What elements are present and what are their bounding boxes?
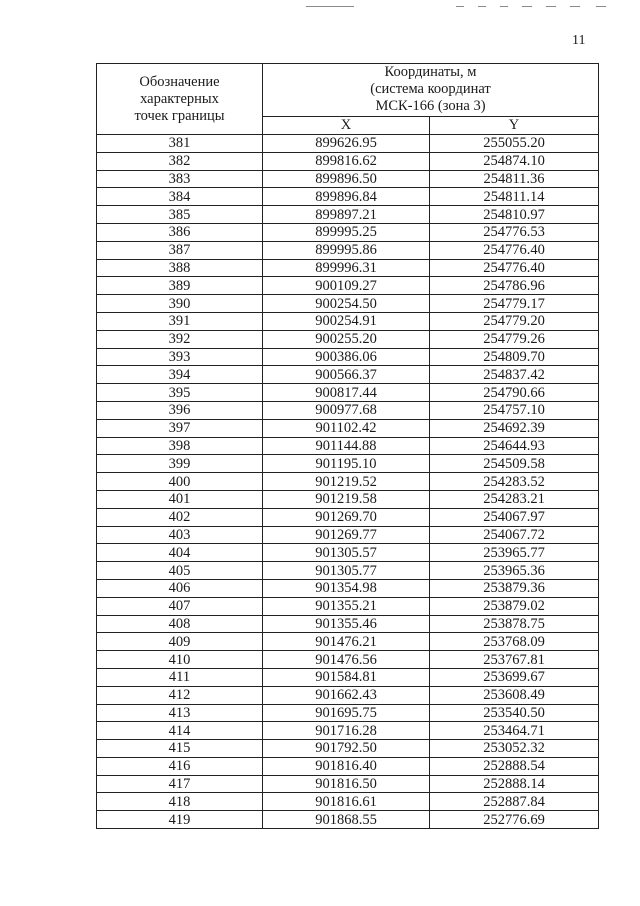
x-coordinate-cell: 901695.75: [263, 704, 430, 722]
x-coordinate-cell: 899996.31: [263, 259, 430, 277]
y-coordinate-cell: 254790.66: [430, 384, 599, 402]
x-coordinate-cell: 900255.20: [263, 330, 430, 348]
point-id-cell: 411: [97, 668, 263, 686]
x-coordinate-cell: 901816.61: [263, 793, 430, 811]
x-coordinate-cell: 901219.52: [263, 473, 430, 491]
x-coordinate-cell: 901792.50: [263, 740, 430, 758]
table-row: [97, 455, 599, 473]
y-coordinate-cell: 254779.17: [430, 295, 599, 313]
table-row: [97, 170, 599, 188]
point-id-cell: 383: [97, 170, 263, 188]
table-row: [97, 526, 599, 544]
y-coordinate-cell: 253767.81: [430, 651, 599, 669]
scan-artifact-line: [522, 6, 532, 7]
x-coordinate-cell: 899816.62: [263, 152, 430, 170]
x-coordinate-cell: 901354.98: [263, 579, 430, 597]
x-coordinate-cell: 899896.50: [263, 170, 430, 188]
table-row: [97, 401, 599, 419]
table-row: [97, 508, 599, 526]
table-row: [97, 704, 599, 722]
table-row: [97, 740, 599, 758]
y-coordinate-cell: 254809.70: [430, 348, 599, 366]
y-coordinate-cell: 253540.50: [430, 704, 599, 722]
y-coordinate-cell: 253879.02: [430, 597, 599, 615]
point-id-cell: 416: [97, 757, 263, 775]
y-coordinate-cell: 254776.53: [430, 223, 599, 241]
x-coordinate-cell: 901195.10: [263, 455, 430, 473]
point-label-header-line: точек границы: [134, 107, 225, 124]
y-coordinate-cell: 254776.40: [430, 241, 599, 259]
x-coordinate-cell: 900254.50: [263, 295, 430, 313]
x-coordinate-cell: 901305.57: [263, 544, 430, 562]
table-row: [97, 241, 599, 259]
scan-artifact-line: [596, 6, 606, 7]
x-coordinate-cell: 901816.40: [263, 757, 430, 775]
x-coordinate-cell: 901355.21: [263, 597, 430, 615]
table-row: [97, 295, 599, 313]
y-coordinate-cell: 254067.97: [430, 508, 599, 526]
x-coordinate-cell: 901144.88: [263, 437, 430, 455]
y-coordinate-cell: 254283.21: [430, 490, 599, 508]
table-row: [97, 259, 599, 277]
y-coordinate-cell: 255055.20: [430, 135, 599, 153]
table-row: [97, 544, 599, 562]
y-coordinate-cell: 254837.42: [430, 366, 599, 384]
table-row: [97, 437, 599, 455]
table-row: [97, 366, 599, 384]
table-row: [97, 579, 599, 597]
point-id-cell: 406: [97, 579, 263, 597]
y-coordinate-cell: 253699.67: [430, 668, 599, 686]
table-row: [97, 384, 599, 402]
point-id-cell: 396: [97, 401, 263, 419]
x-coordinate-cell: 901868.55: [263, 811, 430, 829]
point-id-cell: 407: [97, 597, 263, 615]
x-coordinate-cell: 901662.43: [263, 686, 430, 704]
table-row: [97, 668, 599, 686]
scan-artifact-line: [546, 6, 556, 7]
coordinates-table-body: [97, 135, 599, 829]
table-row: [97, 757, 599, 775]
point-id-cell: 412: [97, 686, 263, 704]
y-coordinate-cell: 253965.36: [430, 562, 599, 580]
coordinates-header-line: Координаты, м: [384, 64, 477, 80]
x-coordinate-cell: 899897.21: [263, 206, 430, 224]
y-coordinate-cell: 252776.69: [430, 811, 599, 829]
table-row: [97, 473, 599, 491]
table-row: [97, 348, 599, 366]
table-row: [97, 330, 599, 348]
table-row: [97, 490, 599, 508]
y-coordinate-cell: 254786.96: [430, 277, 599, 295]
table-row: [97, 152, 599, 170]
scan-artifact-line: [570, 6, 580, 7]
x-coordinate-cell: 900817.44: [263, 384, 430, 402]
table-row: [97, 277, 599, 295]
point-label-header: [97, 64, 263, 135]
table-row: [97, 223, 599, 241]
y-coordinate-cell: 252887.84: [430, 793, 599, 811]
point-id-cell: 392: [97, 330, 263, 348]
point-id-cell: 402: [97, 508, 263, 526]
x-column-header: X: [263, 116, 430, 134]
point-label-header-line: характерных: [140, 90, 219, 107]
point-id-cell: 414: [97, 722, 263, 740]
x-coordinate-cell: 901305.77: [263, 562, 430, 580]
x-coordinate-cell: 899896.84: [263, 188, 430, 206]
page-number: 11: [572, 33, 586, 48]
point-id-cell: 388: [97, 259, 263, 277]
x-coordinate-cell: 901219.58: [263, 490, 430, 508]
table-row: [97, 135, 599, 153]
x-coordinate-cell: 900977.68: [263, 401, 430, 419]
point-id-cell: 409: [97, 633, 263, 651]
y-coordinate-cell: 254779.20: [430, 312, 599, 330]
point-id-cell: 419: [97, 811, 263, 829]
point-id-cell: 382: [97, 152, 263, 170]
coordinates-header: [263, 64, 599, 117]
point-id-cell: 415: [97, 740, 263, 758]
point-id-cell: 381: [97, 135, 263, 153]
scan-artifact-line: [500, 6, 508, 7]
y-coordinate-cell: 252888.54: [430, 757, 599, 775]
y-coordinate-cell: 253052.32: [430, 740, 599, 758]
x-coordinate-cell: 900566.37: [263, 366, 430, 384]
y-coordinate-cell: 254810.97: [430, 206, 599, 224]
x-coordinate-cell: 899995.86: [263, 241, 430, 259]
coordinates-header-line: (система координат: [370, 81, 491, 97]
x-coordinate-cell: 900109.27: [263, 277, 430, 295]
y-coordinate-cell: 254692.39: [430, 419, 599, 437]
x-coordinate-cell: 901476.21: [263, 633, 430, 651]
point-id-cell: 400: [97, 473, 263, 491]
table-row: [97, 615, 599, 633]
y-coordinate-cell: 254874.10: [430, 152, 599, 170]
point-id-cell: 408: [97, 615, 263, 633]
scan-artifact-line: [306, 6, 354, 7]
point-id-cell: 387: [97, 241, 263, 259]
point-id-cell: 391: [97, 312, 263, 330]
point-id-cell: 399: [97, 455, 263, 473]
table-row: [97, 562, 599, 580]
x-coordinate-cell: 901716.28: [263, 722, 430, 740]
table-row: [97, 811, 599, 829]
x-coordinate-cell: 899626.95: [263, 135, 430, 153]
y-coordinate-cell: 253878.75: [430, 615, 599, 633]
scan-artifact-line: [478, 6, 486, 7]
x-coordinate-cell: 901584.81: [263, 668, 430, 686]
point-id-cell: 390: [97, 295, 263, 313]
table-row: [97, 206, 599, 224]
table-row: [97, 188, 599, 206]
y-coordinate-cell: 253608.49: [430, 686, 599, 704]
x-coordinate-cell: 900254.91: [263, 312, 430, 330]
y-coordinate-cell: 254776.40: [430, 259, 599, 277]
x-coordinate-cell: 901816.50: [263, 775, 430, 793]
point-id-cell: 404: [97, 544, 263, 562]
y-coordinate-cell: 254509.58: [430, 455, 599, 473]
table-row: [97, 793, 599, 811]
point-id-cell: 394: [97, 366, 263, 384]
point-id-cell: 398: [97, 437, 263, 455]
x-coordinate-cell: 900386.06: [263, 348, 430, 366]
table-row: [97, 722, 599, 740]
point-id-cell: 393: [97, 348, 263, 366]
point-id-cell: 405: [97, 562, 263, 580]
y-coordinate-cell: 254811.36: [430, 170, 599, 188]
x-coordinate-cell: 901269.70: [263, 508, 430, 526]
point-id-cell: 417: [97, 775, 263, 793]
point-id-cell: 401: [97, 490, 263, 508]
y-coordinate-cell: 254779.26: [430, 330, 599, 348]
point-id-cell: 386: [97, 223, 263, 241]
scan-artifact-line: [456, 6, 464, 7]
point-id-cell: 389: [97, 277, 263, 295]
y-coordinate-cell: 254644.93: [430, 437, 599, 455]
x-coordinate-cell: 901355.46: [263, 615, 430, 633]
y-column-header: Y: [430, 116, 599, 134]
point-id-cell: 403: [97, 526, 263, 544]
point-id-cell: 418: [97, 793, 263, 811]
y-coordinate-cell: 254811.14: [430, 188, 599, 206]
y-coordinate-cell: 254757.10: [430, 401, 599, 419]
x-coordinate-cell: 901269.77: [263, 526, 430, 544]
coordinates-header-line: МСК-166 (зона 3): [375, 98, 486, 114]
point-id-cell: 385: [97, 206, 263, 224]
point-id-cell: 384: [97, 188, 263, 206]
y-coordinate-cell: 253965.77: [430, 544, 599, 562]
point-id-cell: 395: [97, 384, 263, 402]
point-label-header-line: Обозначение: [139, 73, 220, 90]
table-row: [97, 419, 599, 437]
x-coordinate-cell: 899995.25: [263, 223, 430, 241]
table-row: [97, 597, 599, 615]
table-row: [97, 633, 599, 651]
y-coordinate-cell: 254283.52: [430, 473, 599, 491]
table-row: [97, 312, 599, 330]
point-id-cell: 397: [97, 419, 263, 437]
x-coordinate-cell: 901102.42: [263, 419, 430, 437]
y-coordinate-cell: 252888.14: [430, 775, 599, 793]
point-id-cell: 413: [97, 704, 263, 722]
y-coordinate-cell: 253768.09: [430, 633, 599, 651]
y-coordinate-cell: 253464.71: [430, 722, 599, 740]
table-row: [97, 775, 599, 793]
point-id-cell: 410: [97, 651, 263, 669]
y-coordinate-cell: 253879.36: [430, 579, 599, 597]
y-coordinate-cell: 254067.72: [430, 526, 599, 544]
coordinates-table: [96, 63, 599, 829]
table-row: [97, 686, 599, 704]
table-row: [97, 651, 599, 669]
x-coordinate-cell: 901476.56: [263, 651, 430, 669]
